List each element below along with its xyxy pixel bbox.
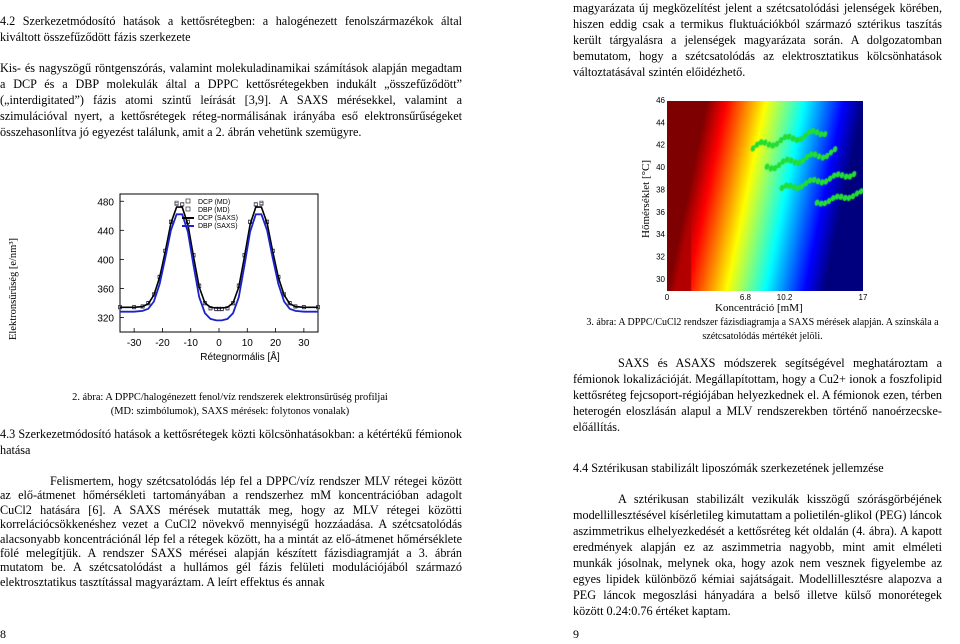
y-tick-label: 440 xyxy=(97,226,114,238)
section-42-title: 4.2 Szerkezetmódosító hatások a kettősrétegben: a halogénezett fenolszármazékok által kiváltott összefűződött fázis szerkezete xyxy=(0,14,462,45)
fig3-x-tick-label: 0 xyxy=(664,293,670,302)
y-tick-label: 360 xyxy=(97,284,114,296)
fig3-y-tick-label: 30 xyxy=(656,274,665,284)
fig3-y-tick-label: 34 xyxy=(656,230,665,240)
fig3-x-tick-label: 6.8 xyxy=(739,293,751,302)
top-paragraph: magyarázata új megközelítést jelent a szétcsatolódási jelenségek körében, hiszen eddig csak a termikus fluktuációkból származó sztérikus taszítás került tárgyalásra a jelenségek magyarázata során. A dolgozatomban bemutatom, hogy a szétcsatolódás az elektrosztatikus kölcsönhatások változtatásával szintén előidézhető. xyxy=(573,1,942,80)
y-tick-label: 320 xyxy=(97,313,114,325)
fig3-y-tick-label: 46 xyxy=(656,96,665,105)
legend xyxy=(182,199,238,230)
section-43-title: 4.3 Szerkezetmódosító hatások a kettősrétegek közti kölcsönhatásokban: a kétértékű fémionok hatása xyxy=(0,427,462,458)
x-tick-label: 0 xyxy=(216,338,222,349)
x-tick-label: 20 xyxy=(270,338,282,349)
fig3-y-tick-label: 32 xyxy=(656,252,665,262)
intro-paragraph: Kis- és nagyszögű röntgenszórás, valamint molekuladinamikai számítások alapján megadtam a DCP és a DBP molekulák által a DPPC kettősrétegekben indukált „összefűződött” („interdigitated”) fázis atomi szintű leírását [3,9]. A SAXS mérésekkel, valamint a szimulációval nyert, a kettősrétegek réteg-normálisának irányába eső elektronsűrűségeket összehasonlítva jó egyezést találunk, amit a 2. ábrán vehetünk szemügyre. xyxy=(0,61,462,140)
section-44-title: 4.4 Sztérikusan stabilizált liposzómák szerkezetének jellemzése xyxy=(573,461,884,475)
x-tick-label: -30 xyxy=(126,338,142,349)
page-number-right: 9 xyxy=(573,627,579,641)
figure-3-axes xyxy=(655,96,868,302)
fig3-y-tick-label: 42 xyxy=(656,140,665,150)
fig3-x-axis-label: Koncentráció [mM] xyxy=(715,302,803,314)
figure-3-caption: 3. ábra: A DPPC/CuCl2 rendszer fázisdiagramja a SAXS mérések alapján. A színskála a szétcsatolódás mértékét jelöli. xyxy=(586,317,939,342)
saxs-paragraph: SAXS és ASAXS módszerek segítségével meghatároztam a fémionok lokalizációját. Megállapítottam, hogy a Cu2+ ionok a foszfolipid kettősréteg fejcsoport-régiójában helyezkednek el. A fémionok ezen, térben heterogén eloszlásán alapul a MLV rendszerekben történő nanoérzecske-előállítás. xyxy=(573,356,942,435)
figure-3-phase-diagram xyxy=(655,96,868,302)
data-point xyxy=(175,201,178,204)
x-axis-label: Rétegnormális [Å] xyxy=(200,352,280,363)
x-tick-label: 10 xyxy=(241,338,253,349)
fig3-y-tick-label: 36 xyxy=(656,207,665,217)
peg-paragraph: A sztérikusan stabilizált vezikulák kisszögű szórásgörbéjének modellillesztésével kísérletileg kimutattam a polietilén-glikol (PEG) láncok aszimmetrikus elhelyezkedését a kettősréteg két oldalán (4. ábra). A kapott eredmények alapján ez az aszimmetria nagyobb, mint amit elméleti munkák jósolnak, melynek oka, hogy azok nem vesznek figyelembe az egyes lipidek különböző kémiai sajátságait. Modellillesztésre alapozva a PEG láncok megoszlási hányadára a belső illetve külső monorétegek között 0.24:0.76 értéket kaptam. xyxy=(573,492,942,618)
legend-dcp-saxs: DCP (SAXS) xyxy=(198,215,238,222)
figure-2-electron-density xyxy=(68,190,330,368)
legend-dbp-md: DBP (MD) xyxy=(198,207,230,214)
y-tick-label: 400 xyxy=(97,255,114,267)
y-axis-label: Elektronsűrűség [e/nm³] xyxy=(8,238,19,340)
fig3-x-tick-label: 17 xyxy=(858,293,868,302)
legend-dcp-md: DCP (MD) xyxy=(198,199,231,206)
fig3-y-tick-label: 40 xyxy=(656,163,665,173)
fig3-x-tick-label: 10.2 xyxy=(776,293,793,302)
data-point xyxy=(260,202,263,205)
x-tick-label: 30 xyxy=(298,338,310,349)
legend-dbp-saxs: DBP (SAXS) xyxy=(198,223,238,230)
y-tick-label: 480 xyxy=(97,197,114,209)
cucl2-paragraph: Felismertem, hogy szétcsatolódás lép fel a DPPC/víz rendszer MLV rétegei között az elő-átmenet hőmérsékleti tartományában a rendszerhez mM koncentrációban adagolt CuCl2 hatására [6]. A SAXS mérések mutatták meg, hogy az MLV rétegei közötti korrelációcsökkenéshez vezet a CuCl2 növekvő mennyiségű hozzáadása. A szétcsatolódás alacsonyabb koncentrációnál lép fel a rétegek között, ha a mintát az elő-átmenet hőmérséklete fölé melegítjük. A rendszer SAXS mérései alapján készített fázisdiagramját a 3. ábrán mutatom be. A szétcsatolódást a hullámos gél fázis felületi modulációjából származó elektrosztatikus tasztítással magyaráztam. A leírt effektus és annak xyxy=(0,474,462,589)
x-tick-label: -10 xyxy=(183,338,198,349)
x-tick-label: -20 xyxy=(155,338,170,349)
fig3-y-tick-label: 38 xyxy=(656,185,665,195)
fig3-y-axis-label: Hőmérséklet [°C] xyxy=(640,159,652,238)
data-point xyxy=(260,201,263,204)
page-number-left: 8 xyxy=(0,627,6,641)
fig3-y-tick-label: 44 xyxy=(656,118,665,128)
figure-2-caption: 2. ábra: A DPPC/halogénezett fenol/víz rendszerek elektronsűrűség profiljai (MD: szimbólumok), SAXS mérések: folytonos vonalak) xyxy=(72,392,388,417)
data-point xyxy=(175,202,178,205)
